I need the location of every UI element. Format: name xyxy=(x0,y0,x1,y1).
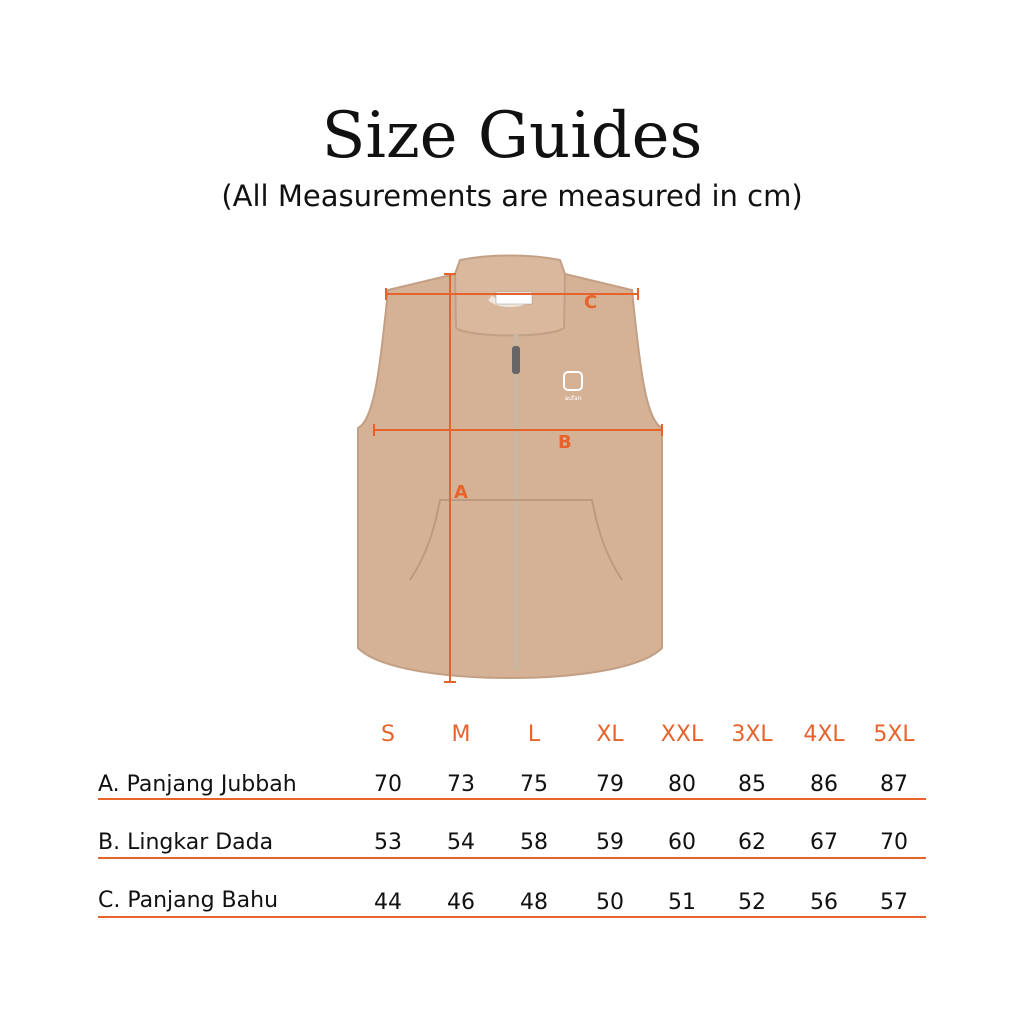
table-cell: 67 xyxy=(810,830,838,855)
table-cell: 44 xyxy=(374,890,402,915)
row-label: A. Panjang Jubbah xyxy=(98,772,297,797)
table-cell: 48 xyxy=(520,890,548,915)
table-cell: 80 xyxy=(668,772,696,797)
table-cell: 70 xyxy=(374,772,402,797)
vest-diagram xyxy=(340,250,680,690)
size-header: XL xyxy=(596,722,624,747)
page-subtitle: (All Measurements are measured in cm) xyxy=(221,179,803,213)
table-cell: 46 xyxy=(447,890,475,915)
size-header: S xyxy=(381,722,395,747)
size-header: 3XL xyxy=(731,722,773,747)
brand-mark: aufan xyxy=(564,395,582,402)
size-header: M xyxy=(451,722,471,747)
table-cell: 52 xyxy=(738,890,766,915)
zipper-pull xyxy=(512,346,520,374)
table-cell: 70 xyxy=(880,830,908,855)
table-cell: 62 xyxy=(738,830,766,855)
table-cell: 57 xyxy=(880,890,908,915)
table-cell: 53 xyxy=(374,830,402,855)
measure-label-b: B xyxy=(558,432,572,453)
size-header: 5XL xyxy=(873,722,915,747)
size-header: 4XL xyxy=(803,722,845,747)
table-cell: 50 xyxy=(596,890,624,915)
size-header: L xyxy=(527,722,541,747)
table-cell: 60 xyxy=(668,830,696,855)
table-cell: 59 xyxy=(596,830,624,855)
table-cell: 56 xyxy=(810,890,838,915)
table-cell: 58 xyxy=(520,830,548,855)
table-cell: 54 xyxy=(447,830,475,855)
measure-label-c: C xyxy=(584,292,598,313)
table-cell: 86 xyxy=(810,772,838,797)
size-header: XXL xyxy=(660,722,704,747)
row-divider xyxy=(98,916,926,918)
row-divider xyxy=(98,798,926,800)
row-label: C. Panjang Bahu xyxy=(98,888,279,913)
row-divider xyxy=(98,857,926,859)
page-title: Size Guides xyxy=(321,99,703,173)
table-cell: 73 xyxy=(447,772,475,797)
measure-label-a: A xyxy=(454,482,468,503)
table-cell: 51 xyxy=(668,890,696,915)
table-cell: 75 xyxy=(520,772,548,797)
row-label: B. Lingkar Dada xyxy=(98,830,274,855)
table-cell: 85 xyxy=(738,772,766,797)
table-cell: 87 xyxy=(880,772,908,797)
table-cell: 79 xyxy=(596,772,624,797)
